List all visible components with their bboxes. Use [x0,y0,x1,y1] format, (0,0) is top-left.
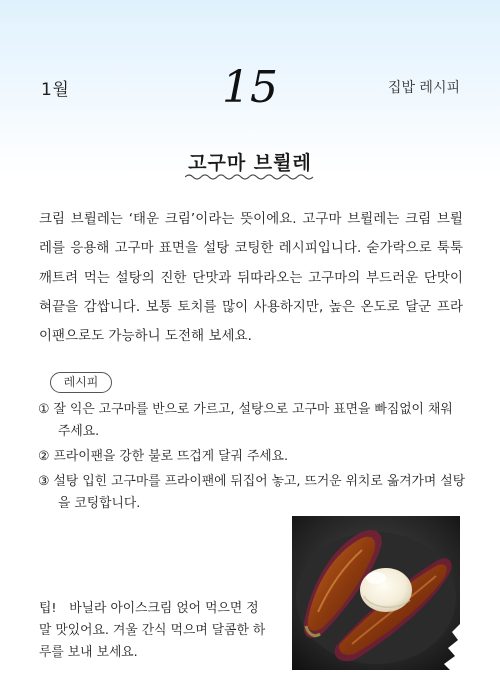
title-wrap [0,148,500,175]
month-label: 1월 [41,80,70,100]
recipe-title: 고구마 브륄레 [188,152,312,174]
recipe-step-1: ① 잘 익은 고구마를 반으로 가르고, 설탕으로 고구마 표면을 빠짐없이 채워 주세요. [38,402,453,439]
recipe-steps [38,399,468,518]
recipe-intro: 크림 브륄레는 ‘태운 크림’이라는 뜻이에요. 고구마 브륄레는 크림 브륄레를 응용해 고구마 표면을 설탕 코팅한 레시피입니다. 숟가락으로 툭툭 깨트려 먹는 설탕의 진한 단맛과 뒤따라오는 고구마의 부드러운 단맛이 혀끝을 감쌉니다. 보통 토치를 많이 사용하지만, 높은 온도로 달군 프라이팬으로도 가능하니 도전해 보세요. [39,212,463,345]
day-number: 15 [222,62,278,113]
sweet-potato-brulee-photo [292,516,460,670]
recipe-section-label: 레시피 [50,372,112,393]
recipe-step-3: ③ 설탕 입힌 고구마를 프라이팬에 뒤집어 놓고, 뜨거운 위치로 옮겨가며 설탕을 코팅합니다. [38,474,466,511]
title-wavy-underline [185,173,315,181]
recipe-step-2: ② 프라이팬을 강한 불로 뜨겁게 달궈 주세요. [38,449,289,464]
recipe-tip: 팁! 바닐라 아이스크림 얹어 먹으면 정말 맛있어요. 겨울 간식 먹으며 달콤한 하루를 보내 보세요. [39,601,266,660]
food-illustration [292,516,460,670]
category-label: 집밥 레시피 [387,80,460,96]
